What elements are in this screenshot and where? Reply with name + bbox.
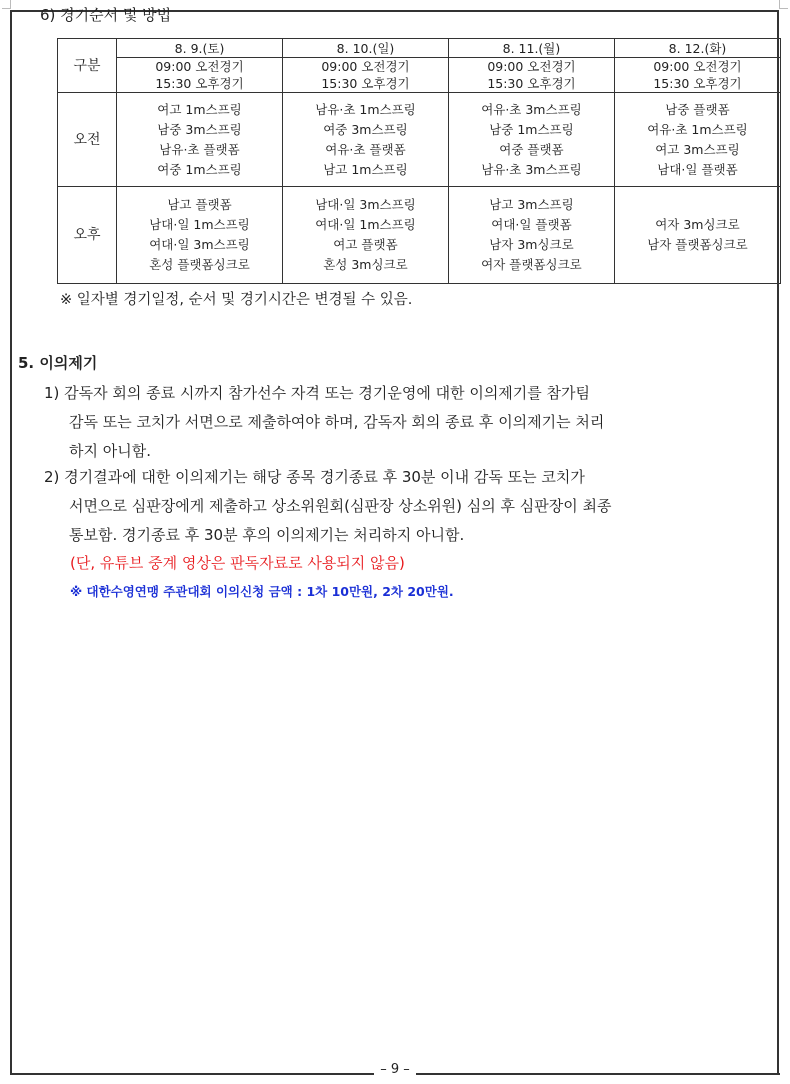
event: 남중 3m스프링	[157, 121, 242, 137]
event: 여중 3m스프링	[323, 121, 408, 137]
corner-mark	[779, 0, 788, 9]
schedule-table	[57, 38, 781, 284]
section5-title: 5. 이의제기	[18, 354, 98, 372]
event: 여유·초 플랫폼	[325, 141, 406, 157]
event: 남고 3m스프링	[489, 197, 574, 212]
event: 남고 1m스프링	[323, 161, 408, 177]
event: 여고 3m스프링	[655, 141, 740, 157]
youtube-note: (단, 유튜브 중계 영상은 판독자료로 사용되지 않음)	[70, 554, 405, 572]
item-2	[44, 463, 774, 550]
date-header: 8. 9.(토)	[117, 39, 283, 58]
event: 남대·일 플랫폼	[657, 161, 738, 177]
event: 여중 플랫폼	[499, 141, 564, 157]
am-label: 오전	[58, 93, 117, 187]
fee-note: ※ 대한수영연맹 주관대회 이의신청 금액 : 1차 10만원, 2차 20만원.	[70, 584, 454, 599]
item-line: 1) 감독자 회의 종료 시까지 참가선수 자격 또는 경기운영에 대한 이의제기를 참가팀	[44, 384, 591, 402]
header-label: 구분	[58, 39, 117, 93]
event: 남대·일 1m스프링	[149, 217, 250, 232]
event: 여유·초 1m스프링	[647, 121, 748, 137]
item-1	[44, 379, 774, 466]
event: 남고 플랫폼	[167, 197, 232, 212]
page-number: – 9 –	[374, 1062, 416, 1077]
time-text: 15:30 오후경기	[487, 76, 576, 91]
item-line: 감독 또는 코치가 서면으로 제출하여야 하며, 감독자 회의 종료 후 이의제기는 처리	[69, 413, 605, 431]
time-text: 15:30 오후경기	[321, 76, 410, 91]
time-text: 09:00 오전경기	[155, 59, 244, 74]
am-events-cell	[448, 93, 614, 187]
event: 여대·일 3m스프링	[149, 237, 250, 252]
time-text: 15:30 오후경기	[155, 76, 244, 91]
event: 남유·초 플랫폼	[159, 141, 240, 157]
time-text: 09:00 오전경기	[321, 59, 410, 74]
event: 여대·일 1m스프링	[315, 217, 416, 232]
event: 여중 1m스프링	[157, 161, 242, 177]
am-events-cell	[117, 93, 283, 187]
am-events-cell	[614, 93, 780, 187]
time-cell	[117, 58, 283, 93]
time-cell	[448, 58, 614, 93]
event: 남대·일 3m스프링	[315, 197, 416, 212]
date-header: 8. 11.(월)	[448, 39, 614, 58]
event: 여대·일 플랫폼	[491, 217, 572, 232]
event: 남중 플랫폼	[665, 101, 730, 117]
date-header: 8. 12.(화)	[614, 39, 780, 58]
time-cell	[283, 58, 449, 93]
event: 남유·초 3m스프링	[481, 161, 582, 177]
item-line: 2) 경기결과에 대한 이의제기는 해당 종목 경기종료 후 30분 이내 감독 또는 코치가	[44, 468, 585, 486]
event: 남유·초 1m스프링	[315, 101, 416, 117]
event: 남자 3m싱크로	[489, 237, 574, 252]
event: 여고 1m스프링	[157, 101, 242, 117]
pm-events-cell	[283, 187, 449, 284]
event: 혼성 3m싱크로	[323, 257, 408, 272]
item-line: 서면으로 심판장에게 제출하고 상소위원회(심판장 상소위원) 심의 후 심판장이 최종	[69, 497, 612, 515]
time-text: 15:30 오후경기	[653, 76, 742, 91]
date-header: 8. 10.(일)	[283, 39, 449, 58]
item-line: 하지 아니함.	[69, 442, 151, 460]
time-text: 09:00 오전경기	[653, 59, 742, 74]
pm-events-cell	[117, 187, 283, 284]
pm-events-cell	[448, 187, 614, 284]
event: 남자 플랫폼싱크로	[647, 237, 748, 252]
event: 여유·초 3m스프링	[481, 101, 582, 117]
event: 여고 플랫폼	[333, 237, 398, 252]
item-line: 통보함. 경기종료 후 30분 후의 이의제기는 처리하지 아니함.	[69, 526, 465, 544]
section6-heading: 6) 경기순서 및 방법	[40, 6, 172, 24]
corner-mark	[2, 0, 11, 9]
event: 여자 3m싱크로	[655, 217, 740, 232]
event: 여자 플랫폼싱크로	[481, 257, 582, 272]
time-cell	[614, 58, 780, 93]
event: 남중 1m스프링	[489, 121, 574, 137]
schedule-note: ※ 일자별 경기일정, 순서 및 경기시간은 변경될 수 있음.	[60, 292, 413, 308]
event: 혼성 플랫폼싱크로	[149, 257, 250, 272]
pm-events-cell	[614, 187, 780, 284]
time-text: 09:00 오전경기	[487, 59, 576, 74]
am-events-cell	[283, 93, 449, 187]
pm-label: 오후	[58, 187, 117, 284]
